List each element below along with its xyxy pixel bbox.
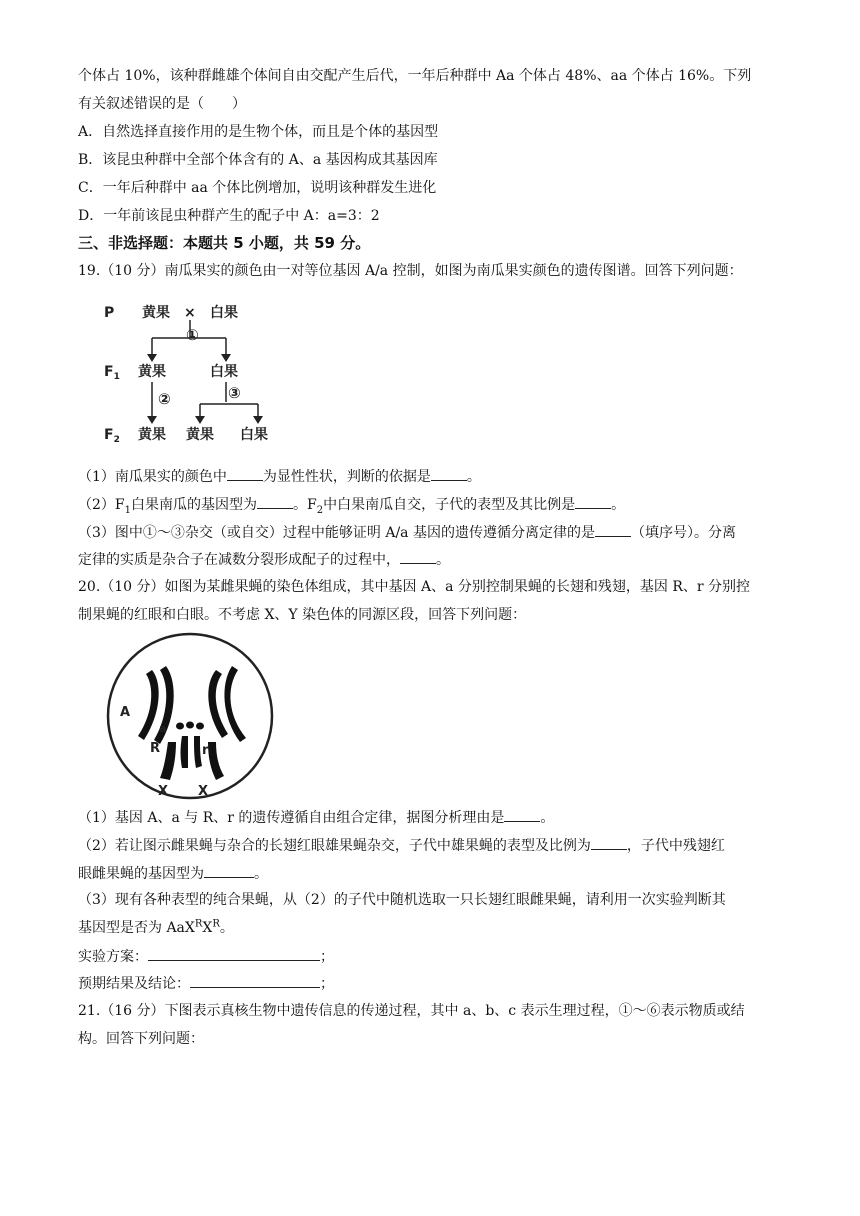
- q19-sub2: $(2)F_1$白果南瓜的基因型为 。$F_2$中白果南瓜自交，子代的表型及其比例是 。: [78, 494, 625, 515]
- q20-sub2-cont: 眼雌果蝇的基因型为 。: [78, 863, 268, 884]
- chromosome-x-right: X: [198, 784, 209, 799]
- expected-result-line: 预期结果及结论： ；: [78, 973, 334, 994]
- q18-option-a: A．自然选择直接作用的是生物个体，而且是个体的基因型: [78, 124, 439, 140]
- chromosome-x-left: X: [158, 784, 169, 799]
- section-heading: 三、非选择题：本题共 5 小题，共 59 分。: [78, 234, 371, 252]
- f2-yellow-b: 黄果: [186, 427, 214, 443]
- q18-line2: 有关叙述错误的是（ ）: [78, 96, 246, 112]
- gene-R: R: [150, 741, 161, 756]
- q19-sub3-cont: 定律的实质是杂合子在减数分裂形成配子的过程中， 。: [78, 549, 450, 570]
- q20-sub3: （3）现有各种表型的纯合果蝇，从（2）的子代中随机选取一只长翅红眼雌果蝇，请利用一次实验判断其: [78, 892, 726, 908]
- step-3: ③: [228, 384, 241, 402]
- q18-option-b: B．该昆虫种群中全部个体含有的 A、a 基因构成其基因库: [78, 152, 438, 168]
- gene-r: r: [202, 743, 209, 758]
- experiment-plan-line: 实验方案： ；: [78, 946, 334, 967]
- f2-label: $F_2$: [104, 427, 120, 445]
- p-cross: ×: [184, 305, 196, 321]
- q20-sub3-cont: 基因型是否为 $AaX^RX^R$。: [78, 918, 234, 936]
- gene-a: a: [159, 722, 167, 735]
- q20-stem-2: 制果蝇的红眼和白眼。不考虑 X、Y 染色体的同源区段，回答下列问题：: [78, 607, 527, 623]
- q18-option-d: D．一年前该昆虫种群产生的配子中 A：a=3：2: [78, 208, 380, 224]
- q18-line1: 个体占 10%，该种群雌雄个体间自由交配产生后代，一年后种群中 Aa 个体占 48%、aa 个体占 16%。下列: [78, 68, 752, 84]
- q18-option-c: C．一年后种群中 aa 个体比例增加，说明该种群发生进化: [78, 180, 437, 196]
- f1-yellow: 黄果: [138, 364, 166, 380]
- p-white: 白果: [210, 305, 238, 321]
- q19-sub1: （1）南瓜果实的颜色中 为显性性状，判断的依据是 。: [78, 466, 481, 487]
- q20-sub1: （1）基因 A、a 与 R、r 的遗传遵循自由组合定律，据图分析理由是 。: [78, 807, 554, 828]
- q21-stem-2: 构。回答下列问题：: [78, 1031, 204, 1047]
- q19-sub3: （3）图中①～③杂交（或自交）过程中能够证明 A/a 基因的遗传遵循分离定律的是 （填序号）。分离: [78, 522, 736, 543]
- f2-yellow-a: 黄果: [138, 427, 166, 443]
- p-yellow: 黄果: [142, 305, 170, 321]
- chromosome-figure: [104, 630, 276, 802]
- q19-stem: 19.（10 分）南瓜果实的颜色由一对等位基因 A/a 控制，如图为南瓜果实颜色的遗传图谱。回答下列问题：: [78, 263, 743, 279]
- q20-stem-1: 20.（10 分）如图为某雌果蝇的染色体组成，其中基因 A、a 分别控制果蝇的长翅和残翅，基因 R、r 分别控: [78, 579, 751, 595]
- f2-white: 白果: [240, 427, 268, 443]
- gene-A: A: [120, 705, 131, 720]
- q21-stem-1: 21.（16 分）下图表示真核生物中遗传信息的传递过程，其中 a、b、c 表示生理过程，①～⑥表示物质或结: [78, 1003, 745, 1019]
- q20-sub2: （2）若让图示雌果蝇与杂合的长翅红眼雄果蝇杂交，子代中雄果蝇的表型及比例为 ，子代中残翅红: [78, 835, 725, 856]
- p-label: P: [104, 305, 115, 321]
- f1-white: 白果: [210, 364, 238, 380]
- pedigree-figure: [100, 292, 280, 452]
- step-2: ②: [158, 390, 171, 408]
- f1-label: $F_1$: [104, 364, 120, 382]
- step-1: ①: [186, 326, 199, 344]
